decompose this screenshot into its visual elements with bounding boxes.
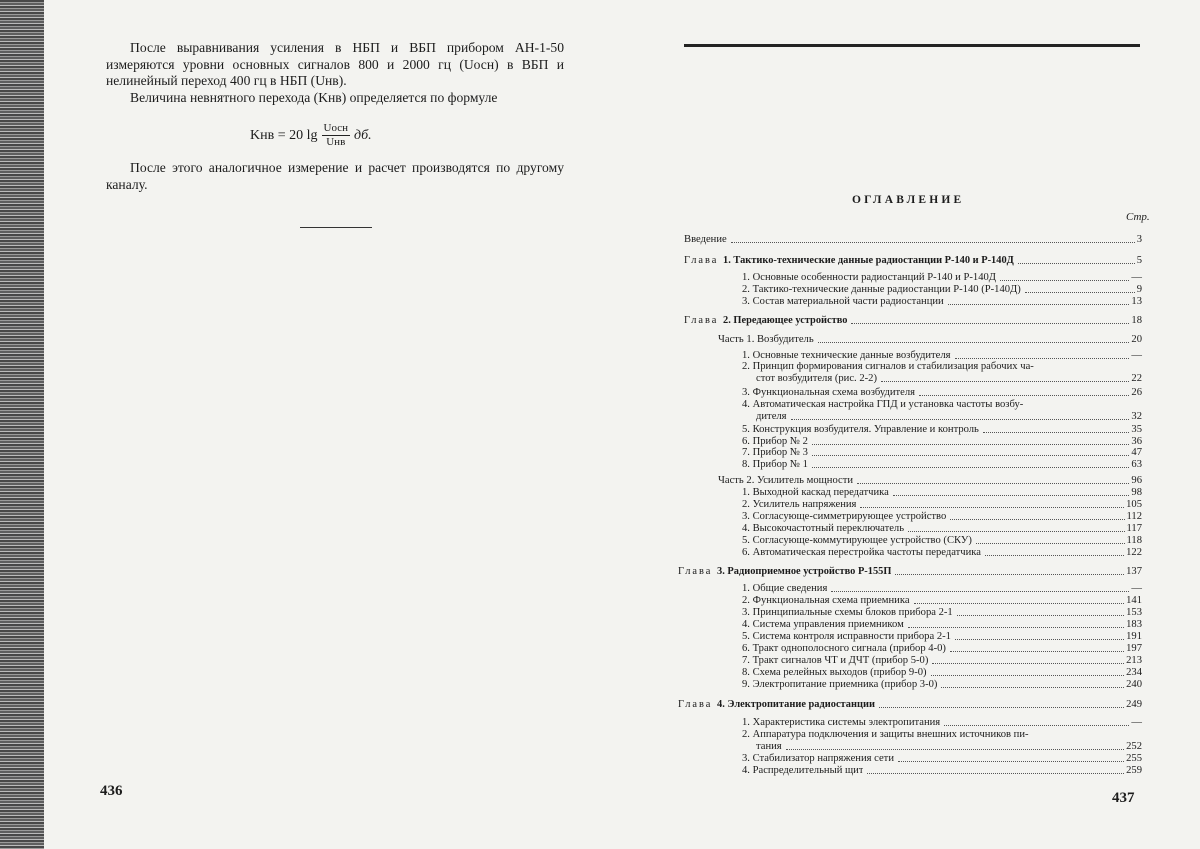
toc-entry — [742, 424, 1142, 436]
toc-entry — [742, 717, 1142, 729]
toc-entry — [718, 475, 1142, 487]
toc-entry-title: 2. Усилитель напряжения — [742, 499, 857, 510]
toc-entry — [742, 655, 1142, 667]
toc-entry-title: 6. Тракт однополосного сигнала (прибор 4-0) — [742, 643, 946, 654]
toc-page-number: 118 — [1126, 535, 1142, 546]
toc-entry — [684, 234, 1142, 246]
toc-leader-dots — [857, 483, 1129, 484]
toc-chapter — [684, 255, 1142, 267]
top-rule — [684, 44, 1140, 47]
toc-entry — [742, 583, 1142, 595]
toc-entry-title: 5. Конструкция возбудителя. Управление и контроль — [742, 424, 979, 435]
toc-page-number: 47 — [1131, 447, 1142, 458]
toc-leader-dots — [955, 358, 1130, 359]
page-column-label: Стр. — [1126, 211, 1150, 223]
formula-numerator: Uосн — [323, 122, 348, 134]
toc-chapter-prefix: Глава — [678, 699, 718, 710]
toc-entry — [756, 741, 1142, 753]
toc-leader-dots — [786, 749, 1124, 750]
toc-chapter-title: 1. Тактико-технические данные радиостанции Р-140 и Р-140Д — [723, 255, 1014, 266]
toc-entry — [742, 679, 1142, 691]
toc-leader-dots — [932, 663, 1124, 664]
toc-entry-title: 3. Принципиальные схемы блоков прибора 2-1 — [742, 607, 953, 618]
toc-page-number: 240 — [1126, 679, 1142, 690]
toc-entry-title: 1. Основные технические данные возбудителя — [742, 350, 951, 361]
toc-page-number: 18 — [1131, 315, 1142, 326]
page-number-left: 436 — [100, 783, 123, 799]
toc-leader-dots — [955, 639, 1124, 640]
toc-entry-title — [684, 315, 847, 327]
toc-leader-dots — [948, 304, 1130, 305]
toc-leader-dots — [860, 507, 1124, 508]
toc-entry-title: 1. Основные особенности радиостанций Р-140 и Р-140Д — [742, 272, 997, 283]
toc-page-number: 32 — [1131, 411, 1142, 422]
toc-page-number: 249 — [1126, 699, 1142, 710]
toc-chapter-prefix: Глава — [684, 255, 724, 266]
toc-page-number: 9 — [1136, 284, 1142, 295]
toc-entry — [742, 447, 1142, 459]
toc-page-number: 213 — [1126, 655, 1142, 666]
toc-entry-title: 8. Прибор № 1 — [742, 459, 808, 470]
toc-entry — [742, 387, 1142, 399]
toc-leader-dots — [908, 531, 1124, 532]
toc-page-number: 153 — [1126, 607, 1142, 618]
toc-entry-title: стот возбудителя (рис. 2-2) — [756, 373, 877, 384]
toc-leader-dots — [812, 444, 1130, 445]
toc-chapter-title: 3. Радиоприемное устройство Р-155П — [717, 566, 892, 577]
toc-page-number: 105 — [1126, 499, 1142, 510]
toc-entry-title: 6. Автоматическая перестройка частоты передатчика — [742, 547, 981, 558]
toc-entry-title: 4. Высокочастотный переключатель — [742, 523, 905, 534]
toc-page-number: 96 — [1131, 475, 1142, 486]
toc-entry-title — [678, 566, 891, 578]
toc-entry-title: тания — [756, 741, 782, 752]
toc-leader-dots — [879, 707, 1124, 708]
toc-chapter — [684, 315, 1142, 327]
toc-leader-dots — [867, 773, 1124, 774]
toc-leader-dots — [881, 381, 1129, 382]
toc-entry — [742, 284, 1142, 296]
toc-leader-dots — [983, 432, 1130, 433]
toc-entry-title: Введение — [684, 234, 727, 245]
toc-entry-title: 8. Схема релейных выходов (прибор 9-0) — [742, 667, 927, 678]
section-end-rule — [300, 227, 372, 228]
toc-page-number: — — [1131, 717, 1142, 728]
toc-leader-dots — [985, 555, 1124, 556]
toc-entry-title: 1. Общие сведения — [742, 583, 828, 594]
toc-page-number: 234 — [1126, 667, 1142, 678]
toc-entry-title: 4. Система управления приемником — [742, 619, 904, 630]
toc-entry — [742, 272, 1142, 284]
toc-page-number: — — [1131, 350, 1142, 361]
toc-entry — [742, 296, 1142, 308]
toc-leader-dots — [1025, 292, 1135, 293]
paragraph-measurement: После выравнивания усиления в НБП и ВБП прибором АН-1-50 измеряются уровни основных сигналов 800 и 2000 гц (Uосн) в ВБП и нелинейный переход 400 гц в НБП (Uнв). — [106, 40, 564, 89]
toc-leader-dots — [1018, 263, 1135, 264]
toc-entry — [742, 753, 1142, 765]
paragraph-formula-intro: Величина невнятного перехода (Kнв) определяется по формуле — [130, 90, 498, 105]
toc-entry — [742, 619, 1142, 631]
toc-leader-dots — [895, 574, 1124, 575]
toc-entry-title — [684, 255, 1014, 267]
toc-page-number: 183 — [1126, 619, 1142, 630]
toc-entry — [718, 334, 1142, 346]
toc-entry-title: 1. Характеристика системы электропитания — [742, 717, 941, 728]
toc-page-number: 252 — [1126, 741, 1142, 752]
toc-entry-title: 1. Выходной каскад передатчика — [742, 487, 889, 498]
toc-chapter — [678, 566, 1142, 578]
toc-entry-line: 2. Принцип формирования сигналов и стабилизация рабочих ча- — [742, 361, 1034, 372]
toc-entry-title: 2. Тактико-технические данные радиостанции Р-140 (Р-140Д) — [742, 284, 1021, 295]
toc-leader-dots — [731, 242, 1135, 243]
toc-entry — [742, 523, 1142, 535]
toc-page-number: 255 — [1126, 753, 1142, 764]
toc-page-number: 63 — [1131, 459, 1142, 470]
toc-page-number: 5 — [1136, 255, 1142, 266]
toc-chapter-prefix: Глава — [678, 566, 718, 577]
toc-page-number: 3 — [1136, 234, 1142, 245]
toc-entry-title: 7. Тракт сигналов ЧТ и ДЧТ (прибор 5-0) — [742, 655, 929, 666]
toc-page-number: 22 — [1131, 373, 1142, 384]
book-spine-edge — [0, 0, 44, 849]
toc-leader-dots — [812, 455, 1130, 456]
toc-page-number: 117 — [1126, 523, 1142, 534]
toc-page-number: 26 — [1131, 387, 1142, 398]
toc-page-number: 36 — [1131, 436, 1142, 447]
toc-entry-title: 3. Согласующе-симметрирующее устройство — [742, 511, 947, 522]
toc-chapter — [678, 699, 1142, 711]
toc-entry-title — [678, 699, 875, 711]
toc-entry-title: 5. Согласующе-коммутирующее устройство (СКУ) — [742, 535, 972, 546]
toc-entry-title: 6. Прибор № 2 — [742, 436, 808, 447]
toc-entry-title: 3. Функциональная схема возбудителя — [742, 387, 916, 398]
toc-entry — [742, 607, 1142, 619]
toc-page-number: 197 — [1126, 643, 1142, 654]
formula-denominator: Uнв — [326, 136, 346, 148]
toc-entry-title: 2. Функциональная схема приемника — [742, 595, 910, 606]
toc-entry-title: 5. Система контроля исправности прибора 2-1 — [742, 631, 951, 642]
formula — [250, 122, 372, 149]
toc-leader-dots — [914, 603, 1125, 604]
toc-entry — [742, 595, 1142, 607]
toc-leader-dots — [950, 651, 1124, 652]
toc-entry — [742, 643, 1142, 655]
toc-leader-dots — [893, 495, 1130, 496]
toc-entry — [742, 535, 1142, 547]
toc-leader-dots — [818, 342, 1130, 343]
toc-leader-dots — [908, 627, 1124, 628]
toc-leader-dots — [976, 543, 1125, 544]
toc-chapter-title: 2. Передающее устройство — [723, 315, 848, 326]
toc-entry-title: Часть 1. Возбудитель — [718, 334, 814, 345]
toc-entry-line: 4. Автоматическая настройка ГПД и установка частоты возбу- — [742, 399, 1024, 410]
toc-entry — [742, 667, 1142, 679]
toc-page-number: 13 — [1131, 296, 1142, 307]
toc-entry-title: Часть 2. Усилитель мощности — [718, 475, 854, 486]
toc-leader-dots — [931, 675, 1125, 676]
toc-leader-dots — [812, 467, 1130, 468]
formula-unit: дб. — [354, 127, 372, 143]
toc-entry — [742, 499, 1142, 511]
toc-entry — [756, 373, 1142, 385]
toc-entry-title: 7. Прибор № 3 — [742, 447, 808, 458]
toc-leader-dots — [1000, 280, 1129, 281]
toc-entry — [742, 511, 1142, 523]
toc-entry-title: 4. Распределительный щит — [742, 765, 864, 776]
left-page — [44, 0, 620, 849]
toc-leader-dots — [919, 395, 1129, 396]
toc-leader-dots — [851, 323, 1129, 324]
toc-leader-dots — [944, 725, 1129, 726]
toc-entry — [742, 631, 1142, 643]
toc-leader-dots — [831, 591, 1129, 592]
toc-page-number: 141 — [1126, 595, 1142, 606]
toc-chapter-prefix: Глава — [684, 315, 724, 326]
toc-entry-title: дителя — [756, 411, 787, 422]
toc-entry-title: 9. Электропитание приемника (прибор 3-0) — [742, 679, 938, 690]
toc-leader-dots — [898, 761, 1124, 762]
toc-entry — [742, 547, 1142, 559]
toc-entry — [742, 459, 1142, 471]
toc-page-number: 112 — [1126, 511, 1142, 522]
right-page — [620, 0, 1200, 849]
toc-entry — [742, 765, 1142, 777]
toc-entry-title: 3. Состав материальной части радиостанции — [742, 296, 944, 307]
paragraph-other-channel: После этого аналогичное измерение и расчет производятся по другому каналу. — [106, 160, 564, 192]
toc-chapter-title: 4. Электропитание радиостанции — [717, 699, 875, 710]
toc-page-number: 35 — [1131, 424, 1142, 435]
toc-page-number: — — [1131, 583, 1142, 594]
toc-heading: ОГЛАВЛЕНИЕ — [852, 194, 965, 206]
toc-page-number: — — [1131, 272, 1142, 283]
page-number-right: 437 — [1112, 790, 1135, 806]
formula-fraction — [322, 122, 351, 149]
toc-page-number: 191 — [1126, 631, 1142, 642]
toc-page-number: 259 — [1126, 765, 1142, 776]
toc-entry — [756, 411, 1142, 423]
toc-page-number: 98 — [1131, 487, 1142, 498]
toc-page-number: 20 — [1131, 334, 1142, 345]
toc-page-number: 122 — [1126, 547, 1142, 558]
toc-leader-dots — [957, 615, 1124, 616]
toc-entry-title: 3. Стабилизатор напряжения сети — [742, 753, 894, 764]
toc-page-number: 137 — [1126, 566, 1142, 577]
formula-lhs: Kнв = 20 lg — [250, 127, 318, 143]
toc-entry — [742, 487, 1142, 499]
toc-leader-dots — [950, 519, 1124, 520]
toc-leader-dots — [941, 687, 1124, 688]
toc-leader-dots — [791, 419, 1130, 420]
toc-entry-line: 2. Аппаратура подключения и защиты внешних источников пи- — [742, 729, 1029, 740]
